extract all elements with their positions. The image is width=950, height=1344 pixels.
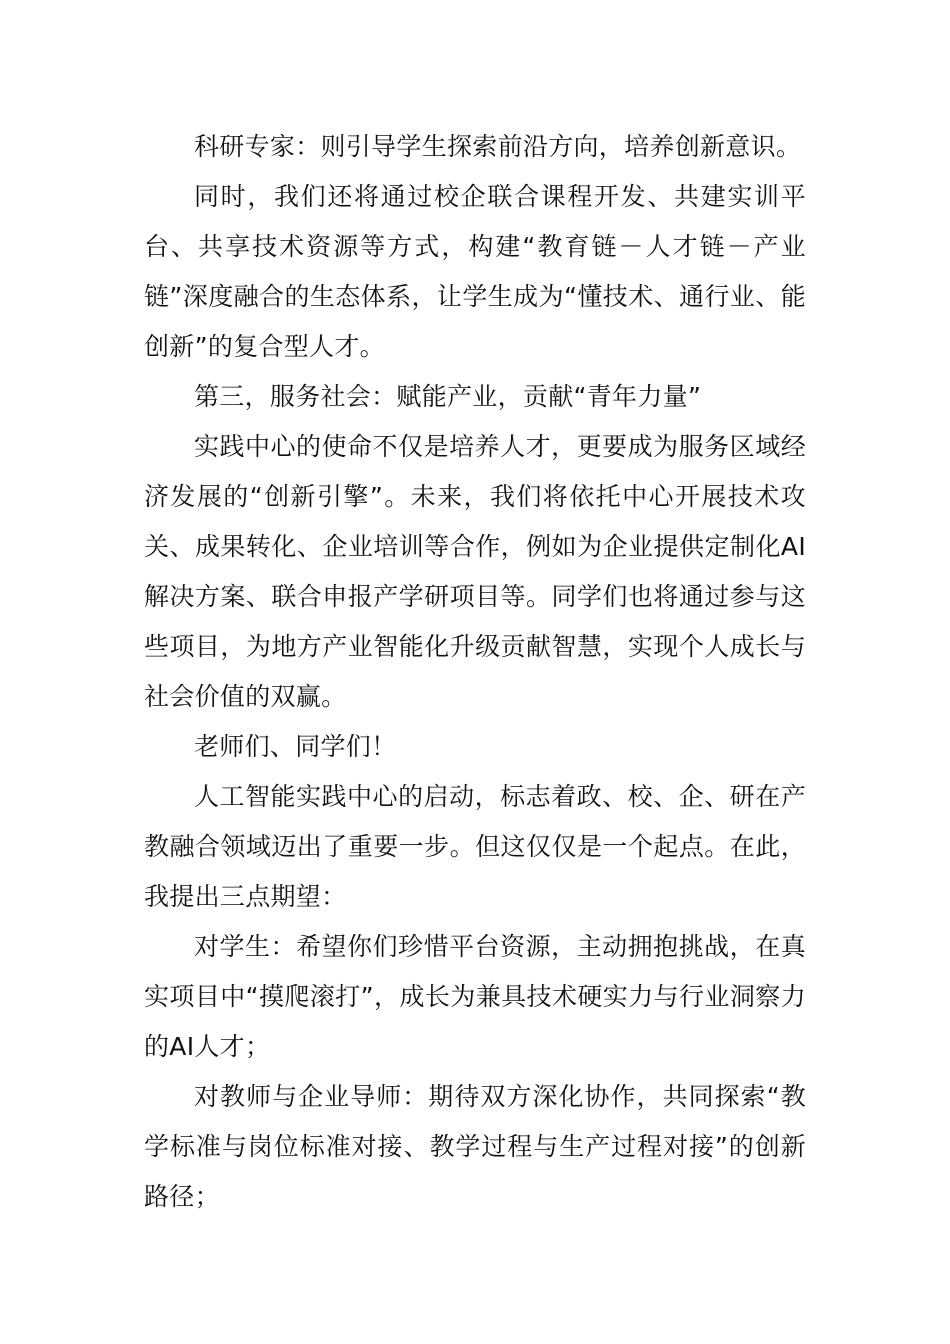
- paragraph-research-experts: 科研专家：则引导学生探索前沿方向，培养创新意识。: [194, 132, 802, 161]
- paragraph-greeting: 老师们、同学们！: [194, 732, 397, 761]
- paragraph-to-teachers: 对教师与企业导师：期待双方深化协作，共同探索“教学标准与岗位标准对接、教学过程与生产过程对接”的创新路径；: [144, 1082, 806, 1211]
- paragraph-mission: 实践中心的使命不仅是培养人才，更要成为服务区域经济发展的“创新引擎”。未来，我们将依托中心开展技术攻关、成果转化、企业培训等合作，例如为企业提供定制化AI解决方案、联合申报产学研项目等。同学们也将通过参与这些项目，为地方产业智能化升级贡献智慧，实现个人成长与社会价值的双赢。: [144, 432, 806, 711]
- document-body: [144, 122, 806, 1222]
- paragraph-to-students: 对学生：希望你们珍惜平台资源，主动拥抱挑战，在真实项目中“摸爬滚打”，成长为兼具技术硬实力与行业洞察力的AI人才；: [144, 932, 806, 1061]
- paragraph-launch: 人工智能实践中心的启动，标志着政、校、企、研在产教融合领域迈出了重要一步。但这仅仅是一个起点。在此，我提出三点期望：: [144, 782, 806, 911]
- paragraph-heading-serve-society: 第三，服务社会：赋能产业，贡献“青年力量”: [194, 382, 702, 411]
- paragraph-ecosystem: 同时，我们还将通过校企联合课程开发、共建实训平台、共享技术资源等方式，构建“教育链－人才链－产业链”深度融合的生态体系，让学生成为“懂技术、通行业、能创新”的复合型人才。: [144, 182, 806, 361]
